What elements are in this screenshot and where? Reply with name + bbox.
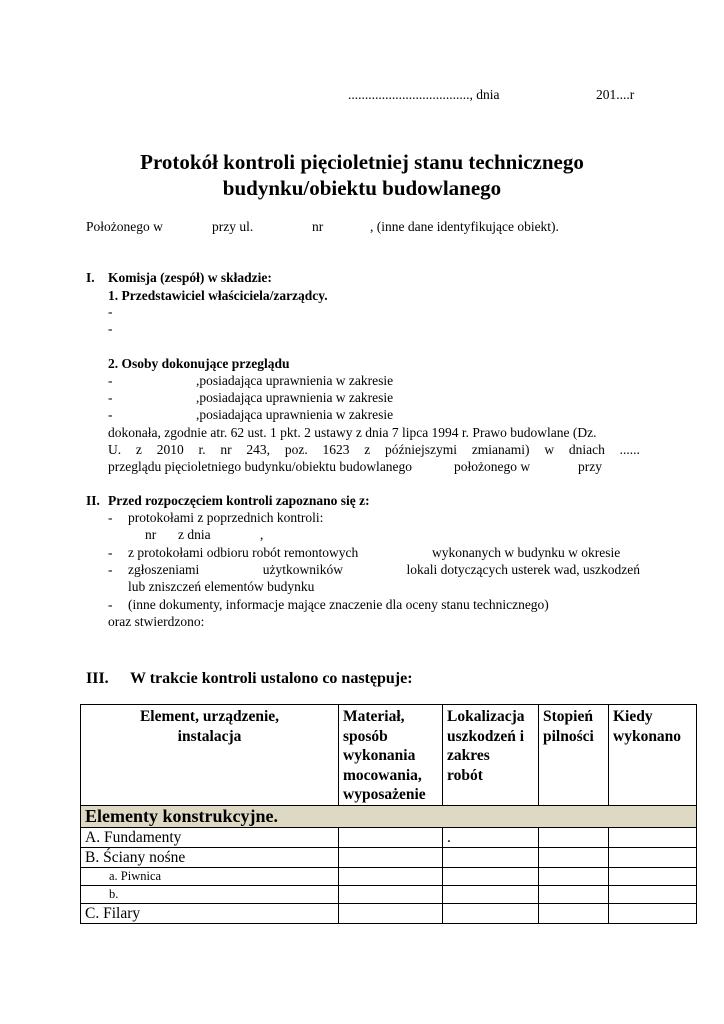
header-urgency: Stopień pilności: [539, 705, 609, 806]
table-section-row: [81, 805, 697, 827]
word: r.: [198, 442, 206, 457]
prior-protocols-item: protokołami z poprzednich kontroli:: [128, 510, 324, 525]
section2-heading: Przed rozpoczęciem kontroli zapoznano się z:: [108, 493, 370, 508]
dash-marker: -: [108, 545, 113, 560]
header-damage-location: Lokalizacja uszkodzeń i zakres robót: [443, 705, 539, 806]
dash-marker: -: [108, 597, 113, 612]
section1-heading: Komisja (zespół) w składzie:: [108, 270, 272, 285]
row-label: B. Ściany nośne: [81, 847, 339, 867]
protocol-date-label: z dnia: [178, 527, 211, 542]
dash-marker: -: [108, 562, 113, 577]
section1-sub1: 1. Przedstawiciel właściciela/zarządcy.: [108, 288, 328, 303]
row-label: A. Fundamenty: [81, 827, 339, 847]
word: późniejszymi: [385, 442, 458, 457]
word: zgłoszeniami: [128, 562, 200, 577]
word: nr: [220, 442, 232, 457]
license-text: ,posiadająca uprawnienia w zakresie: [196, 390, 394, 405]
table-cell[interactable]: [339, 885, 443, 903]
word: zmianami): [471, 442, 530, 457]
word: z: [364, 442, 371, 457]
place-date-field: ...................................., dnia: [348, 87, 500, 102]
repair-protocols-item: z protokołami odbioru robót remontowych: [128, 545, 359, 560]
table-cell[interactable]: [539, 827, 609, 847]
table-cell[interactable]: [539, 847, 609, 867]
inspection-table: [80, 704, 697, 924]
section1-numeral: I.: [86, 270, 95, 285]
header-when-done: Kiedy wykonano: [609, 705, 697, 806]
table-cell[interactable]: [609, 885, 697, 903]
word: ......: [619, 442, 640, 457]
word: 2010: [156, 442, 184, 457]
table-cell[interactable]: [539, 903, 609, 923]
legal-basis-location: położonego w: [454, 459, 531, 474]
findings-intro: oraz stwierdzono:: [108, 614, 205, 629]
number-label: nr: [312, 219, 324, 234]
legal-basis-line1: dokonała, zgodnie atr. 62 ust. 1 pkt. 2 ustawy z dnia 7 lipca 1994 r. Prawo budowlane (Dz.: [108, 425, 597, 440]
table-cell[interactable]: .: [443, 827, 539, 847]
word: użytkowników: [262, 562, 343, 577]
dash-marker: -: [108, 510, 113, 525]
other-documents-item: (inne dokumenty, informacje mające znaczenie dla oceny stanu technicznego): [128, 597, 549, 612]
word: poz.: [284, 442, 308, 457]
table-cell[interactable]: [539, 885, 609, 903]
other-data-label: , (inne dane identyfikujące obiekt).: [370, 219, 559, 234]
table-cell[interactable]: [443, 885, 539, 903]
document-title-line2: budynku/obiektu budowlanego: [222, 176, 502, 200]
word: U.: [108, 442, 122, 457]
table-header-row: [81, 705, 697, 806]
section3-heading: W trakcie kontroli ustalono co następuje:: [130, 670, 413, 687]
word: w: [544, 442, 555, 457]
legal-basis-line3: przeglądu pięcioletniego budynku/obiektu budowlanego: [108, 459, 413, 474]
year-field: 201....r: [596, 87, 635, 102]
dash-marker: -: [108, 304, 113, 319]
table-cell[interactable]: [339, 827, 443, 847]
section3-numeral: III.: [86, 670, 109, 687]
table-row: [81, 827, 697, 847]
table-cell[interactable]: [339, 867, 443, 885]
row-label: b.: [81, 885, 339, 903]
legal-basis-line2: [108, 442, 640, 458]
word: lokali dotyczących usterek wad, uszkodzeń: [406, 562, 640, 577]
table-cell[interactable]: [609, 867, 697, 885]
dash-marker: -: [108, 407, 113, 422]
table-cell[interactable]: [443, 867, 539, 885]
table-cell[interactable]: [443, 903, 539, 923]
row-label: a. Piwnica: [81, 867, 339, 885]
legal-basis-street: przy: [578, 459, 602, 474]
word: 243,: [246, 442, 271, 457]
header-material: Materiał, sposób wykonania mocowania, wyposażenie: [339, 705, 443, 806]
section2-numeral: II.: [86, 493, 100, 508]
section-label: Elementy konstrukcyjne.: [81, 805, 697, 827]
header-element: Element, urządzenie, instalacja: [81, 705, 339, 806]
user-reports-item-line2: lub zniszczeń elementów budynku: [128, 579, 315, 594]
word: dniach: [568, 442, 605, 457]
dash-marker: -: [108, 321, 113, 336]
table-row: [81, 867, 697, 885]
word: 1623: [322, 442, 350, 457]
repair-period-text: wykonanych w budynku w okresie: [432, 545, 621, 560]
row-label: C. Filary: [81, 903, 339, 923]
license-text: ,posiadająca uprawnienia w zakresie: [196, 373, 394, 388]
document-title-line1: Protokół kontroli pięcioletniej stanu technicznego: [140, 150, 584, 174]
table-cell[interactable]: [339, 847, 443, 867]
location-label: Położonego w: [86, 219, 163, 234]
table-cell[interactable]: [609, 827, 697, 847]
table-row: [81, 903, 697, 923]
license-text: ,posiadająca uprawnienia w zakresie: [196, 407, 394, 422]
table-cell[interactable]: [609, 903, 697, 923]
table-cell[interactable]: [443, 847, 539, 867]
word: z: [135, 442, 142, 457]
street-label: przy ul.: [212, 219, 254, 234]
table-cell[interactable]: [609, 847, 697, 867]
table-row: [81, 885, 697, 903]
table-row: [81, 847, 697, 867]
table-cell[interactable]: [539, 867, 609, 885]
dash-marker: -: [108, 373, 113, 388]
user-reports-item: [128, 562, 640, 578]
dash-marker: -: [108, 390, 113, 405]
protocol-number-label: nr: [145, 527, 157, 542]
section1-sub2: 2. Osoby dokonujące przeglądu: [108, 356, 290, 371]
comma: ,: [260, 527, 264, 542]
table-cell[interactable]: [339, 903, 443, 923]
